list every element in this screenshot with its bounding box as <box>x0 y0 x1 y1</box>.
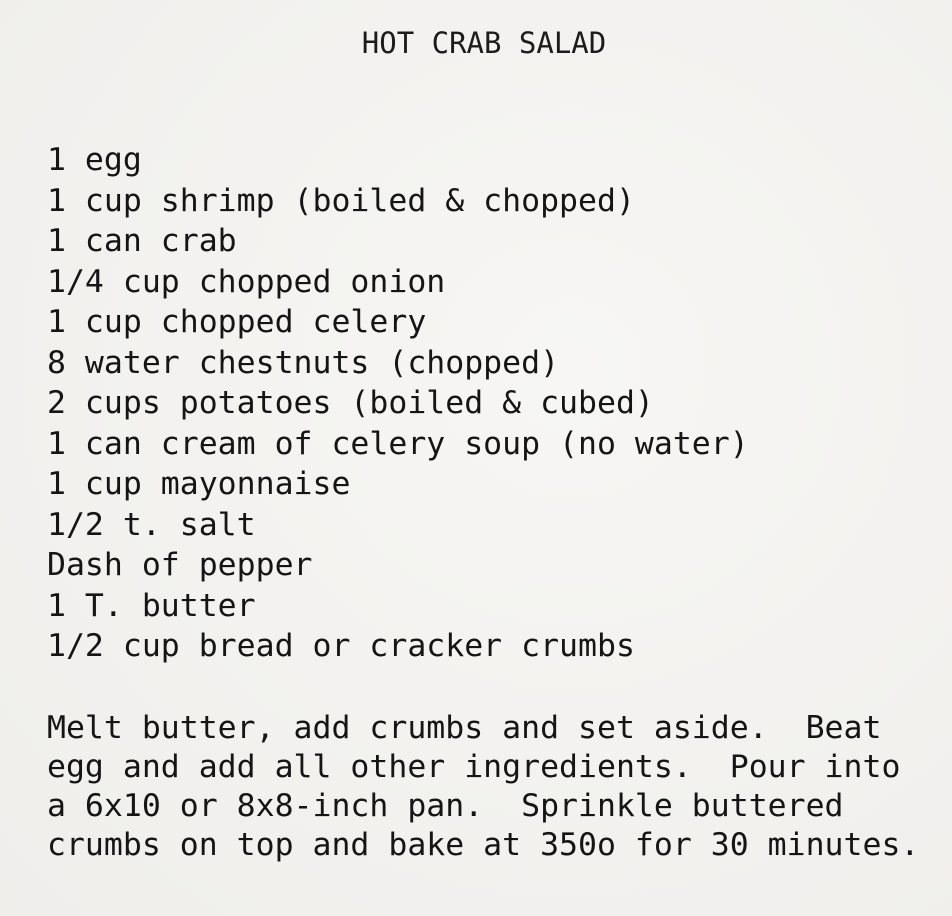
ingredient-item: 1 cup mayonnaise <box>47 466 351 502</box>
ingredient-item: 1/2 t. salt <box>47 506 256 543</box>
ingredient-item: 2 cups potatoes (boiled & cubed) <box>47 385 654 421</box>
ingredient-item: 1 cup shrimp (boiled & chopped) <box>47 182 635 219</box>
ingredient-item: 1/4 cup chopped onion <box>47 263 446 300</box>
instruction-line: egg and add all other ingredients. Pour into <box>47 749 901 785</box>
ingredient-item: Dash of pepper <box>47 547 313 583</box>
ingredient-item: 1 T. butter <box>47 587 256 624</box>
ingredient-item: 8 water chestnuts (chopped) <box>47 344 560 381</box>
ingredient-item: 1/2 cup bread or cracker crumbs <box>47 628 635 664</box>
recipe-instructions <box>47 709 919 865</box>
ingredient-item: 1 can crab <box>47 223 237 259</box>
instruction-line: a 6x10 or 8x8-inch pan. Sprinkle buttered <box>47 788 844 824</box>
ingredient-list <box>47 140 749 667</box>
instruction-line: Melt butter, add crumbs and set aside. Beat <box>47 710 882 746</box>
ingredient-item: 1 egg <box>47 142 142 178</box>
recipe-title: HOT CRAB SALAD <box>361 26 607 60</box>
ingredient-item: 1 cup chopped celery <box>47 304 427 340</box>
instruction-line: crumbs on top and bake at 350o for 30 minutes. <box>47 827 920 863</box>
ingredient-item: 1 can cream of celery soup (no water) <box>47 425 749 462</box>
